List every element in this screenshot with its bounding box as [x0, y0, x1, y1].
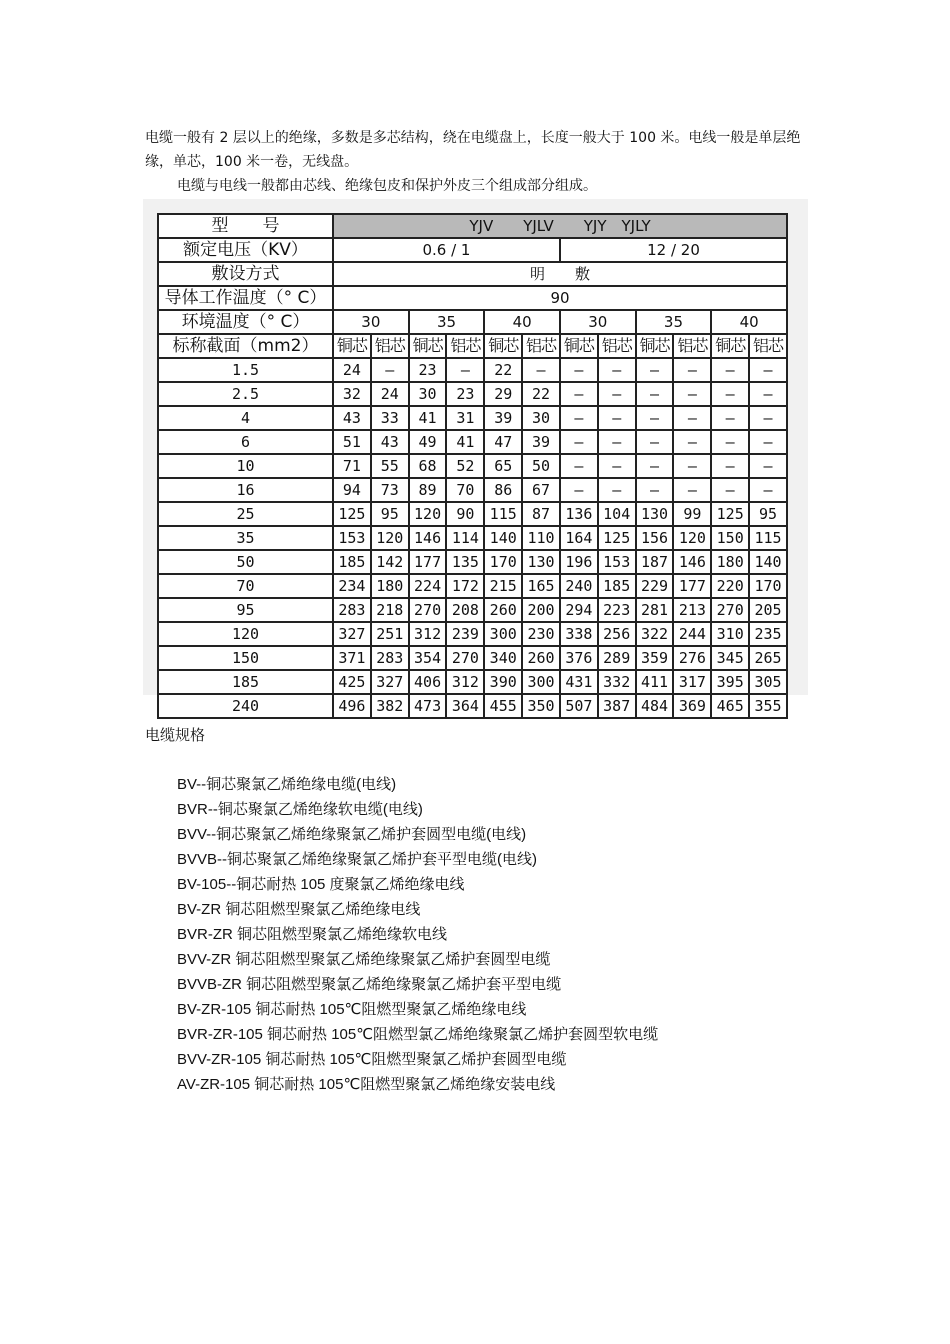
ampacity-cell: 22 — [522, 382, 560, 406]
ampacity-cell: 146 — [673, 550, 711, 574]
section-cell: 240 — [158, 694, 333, 718]
ampacity-cell: 235 — [749, 622, 787, 646]
ampacity-cell: 22 — [484, 358, 522, 382]
table-row — [158, 646, 787, 670]
section-cell: 6 — [158, 430, 333, 454]
ampacity-cell: 172 — [446, 574, 484, 598]
ampacity-cell: 260 — [522, 646, 560, 670]
section-title: 电缆规格 — [145, 726, 206, 744]
ampacity-cell: – — [749, 454, 787, 478]
ampacity-cell: 350 — [522, 694, 560, 718]
ampacity-cell: 49 — [409, 430, 447, 454]
ampacity-cell: – — [749, 358, 787, 382]
core-type-cell: 铜芯 — [409, 334, 447, 358]
ampacity-cell: – — [711, 406, 749, 430]
ampacity-cell: – — [749, 382, 787, 406]
ampacity-cell: 229 — [636, 574, 674, 598]
ampacity-cell: 208 — [446, 598, 484, 622]
ampacity-cell: 300 — [522, 670, 560, 694]
ampacity-cell: 43 — [371, 430, 409, 454]
model-row — [158, 214, 787, 238]
ampacity-cell: 120 — [409, 502, 447, 526]
ampacity-cell: 39 — [484, 406, 522, 430]
list-item: BVR-ZR 铜芯阻燃型聚氯乙烯绝缘软电线 — [177, 926, 448, 943]
ampacity-cell: – — [749, 478, 787, 502]
ampacity-cell: 31 — [446, 406, 484, 430]
ampacity-cell: 115 — [749, 526, 787, 550]
ampacity-cell: 136 — [560, 502, 598, 526]
ampacity-cell: 68 — [409, 454, 447, 478]
ampacity-cell: – — [598, 478, 636, 502]
conductor-temp-value: 90 — [333, 286, 787, 310]
ampacity-cell: 465 — [711, 694, 749, 718]
ampacity-cell: – — [673, 478, 711, 502]
ampacity-cell: 51 — [333, 430, 371, 454]
core-type-cell: 铝芯 — [749, 334, 787, 358]
ampacity-cell: 146 — [409, 526, 447, 550]
ampacity-cell: 220 — [711, 574, 749, 598]
ampacity-cell: 230 — [522, 622, 560, 646]
core-type-cell: 铜芯 — [711, 334, 749, 358]
ambient-temp-cell: 30 — [333, 310, 409, 334]
core-type-cell: 铝芯 — [673, 334, 711, 358]
ampacity-cell: 205 — [749, 598, 787, 622]
ampacity-cell: 114 — [446, 526, 484, 550]
ampacity-cell: 24 — [333, 358, 371, 382]
intro-paragraph-2: 电缆与电线一般都由芯线、绝缘包皮和保护外皮三个组成部分组成。 — [177, 178, 597, 194]
ampacity-cell: 215 — [484, 574, 522, 598]
table-row — [158, 382, 787, 406]
ampacity-cell: 43 — [333, 406, 371, 430]
ampacity-cell: 382 — [371, 694, 409, 718]
list-item: AV-ZR-105 铜芯耐热 105℃阻燃型聚氯乙烯绝缘安装电线 — [177, 1076, 556, 1093]
ampacity-cell: – — [598, 358, 636, 382]
ampacity-cell: 364 — [446, 694, 484, 718]
ampacity-cell: – — [711, 430, 749, 454]
ampacity-cell: 270 — [711, 598, 749, 622]
ampacity-cell: 390 — [484, 670, 522, 694]
ambient-temp-cell: 40 — [484, 310, 560, 334]
ampacity-cell: – — [749, 406, 787, 430]
ampacity-cell: 234 — [333, 574, 371, 598]
core-type-cell: 铝芯 — [598, 334, 636, 358]
laying-value: 明 敷 — [333, 262, 787, 286]
cable-ampacity-figure — [143, 199, 808, 715]
ampacity-cell: 99 — [673, 502, 711, 526]
ampacity-cell: – — [673, 430, 711, 454]
table-row — [158, 622, 787, 646]
table-row — [158, 454, 787, 478]
ampacity-cell: 41 — [409, 406, 447, 430]
ampacity-cell: – — [636, 358, 674, 382]
cable-ampacity-table — [157, 213, 788, 719]
ampacity-cell: 251 — [371, 622, 409, 646]
ampacity-cell: 283 — [333, 598, 371, 622]
list-item: BV-ZR-105 铜芯耐热 105℃阻燃型聚氯乙烯绝缘电线 — [177, 1001, 527, 1018]
table-row — [158, 526, 787, 550]
ampacity-cell: 200 — [522, 598, 560, 622]
ampacity-cell: – — [711, 382, 749, 406]
table-row — [158, 598, 787, 622]
ampacity-cell: 406 — [409, 670, 447, 694]
ampacity-cell: 371 — [333, 646, 371, 670]
ampacity-cell: – — [598, 430, 636, 454]
ampacity-cell: 283 — [371, 646, 409, 670]
ampacity-cell: 317 — [673, 670, 711, 694]
ampacity-cell: 224 — [409, 574, 447, 598]
list-item: BVV--铜芯聚氯乙烯绝缘聚氯乙烯护套圆型电缆(电线) — [177, 826, 527, 843]
voltage-low: 0.6 / 1 — [333, 238, 560, 262]
ampacity-cell: 142 — [371, 550, 409, 574]
ampacity-cell: 484 — [636, 694, 674, 718]
section-cell: 25 — [158, 502, 333, 526]
ampacity-cell: 281 — [636, 598, 674, 622]
ampacity-cell: 244 — [673, 622, 711, 646]
ampacity-cell: 110 — [522, 526, 560, 550]
section-cell: 150 — [158, 646, 333, 670]
ampacity-cell: 425 — [333, 670, 371, 694]
ampacity-cell: 177 — [409, 550, 447, 574]
section-cell: 120 — [158, 622, 333, 646]
core-type-cell: 铝芯 — [371, 334, 409, 358]
section-cell: 10 — [158, 454, 333, 478]
ampacity-cell: 120 — [673, 526, 711, 550]
spec-list — [177, 772, 658, 1097]
ampacity-cell: 300 — [484, 622, 522, 646]
conductor-temp-row — [158, 286, 787, 310]
ampacity-cell: 153 — [598, 550, 636, 574]
ampacity-cell: 305 — [749, 670, 787, 694]
list-item: BVV-ZR-105 铜芯耐热 105℃阻燃型聚氯乙烯护套圆型电缆 — [177, 1051, 567, 1068]
list-item: BVR-ZR-105 铜芯耐热 105℃阻燃型氯乙烯绝缘聚氯乙烯护套圆型软电缆 — [177, 1026, 659, 1043]
ampacity-cell: 30 — [522, 406, 560, 430]
core-type-cell: 铜芯 — [333, 334, 371, 358]
ampacity-cell: 140 — [749, 550, 787, 574]
ampacity-cell: 47 — [484, 430, 522, 454]
ampacity-cell: 33 — [371, 406, 409, 430]
ampacity-cell: 125 — [333, 502, 371, 526]
ampacity-cell: 455 — [484, 694, 522, 718]
ampacity-cell: – — [636, 454, 674, 478]
table-row — [158, 478, 787, 502]
ampacity-cell: 180 — [711, 550, 749, 574]
ampacity-cell: 223 — [598, 598, 636, 622]
ampacity-cell: 153 — [333, 526, 371, 550]
ampacity-cell: 345 — [711, 646, 749, 670]
ampacity-cell: – — [371, 358, 409, 382]
list-item: BV-ZR 铜芯阻燃型聚氯乙烯绝缘电线 — [177, 901, 421, 918]
ampacity-cell: 312 — [409, 622, 447, 646]
ampacity-cell: 39 — [522, 430, 560, 454]
ambient-temp-row — [158, 310, 787, 334]
ampacity-cell: 156 — [636, 526, 674, 550]
ampacity-cell: 177 — [673, 574, 711, 598]
section-cell: 185 — [158, 670, 333, 694]
voltage-row — [158, 238, 787, 262]
ampacity-cell: 50 — [522, 454, 560, 478]
ampacity-cell: 387 — [598, 694, 636, 718]
ampacity-cell: 130 — [522, 550, 560, 574]
model-label: 型 号 — [158, 214, 333, 238]
ampacity-cell: 140 — [484, 526, 522, 550]
ampacity-cell: 294 — [560, 598, 598, 622]
ampacity-cell: 270 — [409, 598, 447, 622]
core-type-cell: 铝芯 — [446, 334, 484, 358]
table-row — [158, 694, 787, 718]
ampacity-cell: 32 — [333, 382, 371, 406]
ampacity-cell: 180 — [371, 574, 409, 598]
table-row — [158, 670, 787, 694]
section-cell: 50 — [158, 550, 333, 574]
voltage-high: 12 / 20 — [560, 238, 787, 262]
ampacity-cell: 89 — [409, 478, 447, 502]
ampacity-cell: 104 — [598, 502, 636, 526]
ampacity-cell: 289 — [598, 646, 636, 670]
ampacity-cell: 170 — [749, 574, 787, 598]
ampacity-cell: 376 — [560, 646, 598, 670]
ampacity-cell: 164 — [560, 526, 598, 550]
list-item: BVR--铜芯聚氯乙烯绝缘软电缆(电线) — [177, 801, 423, 818]
ampacity-cell: 270 — [446, 646, 484, 670]
ampacity-cell: 359 — [636, 646, 674, 670]
ampacity-cell: 354 — [409, 646, 447, 670]
ampacity-cell: 170 — [484, 550, 522, 574]
ampacity-cell: 87 — [522, 502, 560, 526]
ampacity-cell: 150 — [711, 526, 749, 550]
laying-row — [158, 262, 787, 286]
ampacity-cell: 73 — [371, 478, 409, 502]
ampacity-cell: 130 — [636, 502, 674, 526]
ampacity-cell: 86 — [484, 478, 522, 502]
ampacity-cell: – — [673, 454, 711, 478]
ampacity-cell: 90 — [446, 502, 484, 526]
section-cell: 4 — [158, 406, 333, 430]
ampacity-cell: 369 — [673, 694, 711, 718]
ampacity-cell: 276 — [673, 646, 711, 670]
ampacity-cell: – — [522, 358, 560, 382]
ampacity-cell: – — [711, 454, 749, 478]
ampacity-cell: 239 — [446, 622, 484, 646]
ampacity-cell: – — [711, 358, 749, 382]
ampacity-cell: – — [598, 406, 636, 430]
ampacity-cell: 332 — [598, 670, 636, 694]
ampacity-cell: 71 — [333, 454, 371, 478]
voltage-label: 额定电压（KV） — [158, 238, 333, 262]
section-cell: 16 — [158, 478, 333, 502]
laying-label: 敷设方式 — [158, 262, 333, 286]
ampacity-cell: – — [673, 382, 711, 406]
ampacity-cell: 218 — [371, 598, 409, 622]
ampacity-cell: – — [560, 382, 598, 406]
ampacity-cell: 327 — [371, 670, 409, 694]
ampacity-cell: 95 — [749, 502, 787, 526]
core-type-cell: 铜芯 — [484, 334, 522, 358]
ampacity-cell: 310 — [711, 622, 749, 646]
section-label: 标称截面（mm2） — [158, 334, 333, 358]
table-row — [158, 430, 787, 454]
ampacity-cell: 496 — [333, 694, 371, 718]
ampacity-cell: 312 — [446, 670, 484, 694]
ampacity-cell: 24 — [371, 382, 409, 406]
section-cell: 2.5 — [158, 382, 333, 406]
ampacity-cell: – — [636, 430, 674, 454]
table-row — [158, 406, 787, 430]
list-item: BVVB--铜芯聚氯乙烯绝缘聚氯乙烯护套平型电缆(电线) — [177, 851, 538, 868]
ampacity-cell: – — [636, 382, 674, 406]
ampacity-cell: 185 — [598, 574, 636, 598]
ampacity-cell: – — [560, 358, 598, 382]
ampacity-cell: 196 — [560, 550, 598, 574]
ampacity-cell: – — [673, 358, 711, 382]
section-cell: 70 — [158, 574, 333, 598]
ampacity-cell: 187 — [636, 550, 674, 574]
intro-paragraph-1: 电缆一般有 2 层以上的绝缘，多数是多芯结构，绕在电缆盘上，长度一般大于 100 米。电线一般是单层绝缘，单芯，100 米一卷，无线盘。 — [145, 130, 801, 170]
list-item: BV-105--铜芯耐热 105 度聚氯乙烯绝缘电线 — [177, 876, 465, 893]
ampacity-cell: 395 — [711, 670, 749, 694]
ampacity-cell: 41 — [446, 430, 484, 454]
list-item: BV--铜芯聚氯乙烯绝缘电缆(电线) — [177, 776, 397, 793]
ambient-temp-label: 环境温度（° C） — [158, 310, 333, 334]
list-item: BVV-ZR 铜芯阻燃型聚氯乙烯绝缘聚氯乙烯护套圆型电缆 — [177, 951, 551, 968]
ampacity-cell: 70 — [446, 478, 484, 502]
ampacity-cell: 65 — [484, 454, 522, 478]
table-row — [158, 574, 787, 598]
ampacity-cell: – — [673, 406, 711, 430]
ampacity-cell: 265 — [749, 646, 787, 670]
ampacity-cell: 507 — [560, 694, 598, 718]
ampacity-cell: 94 — [333, 478, 371, 502]
ambient-temp-cell: 35 — [636, 310, 712, 334]
ampacity-cell: 240 — [560, 574, 598, 598]
ampacity-cell: 115 — [484, 502, 522, 526]
core-type-cell: 铜芯 — [560, 334, 598, 358]
section-cell: 1.5 — [158, 358, 333, 382]
table-row — [158, 502, 787, 526]
model-value: YJV YJLV YJY YJLY — [333, 214, 787, 238]
ampacity-cell: 135 — [446, 550, 484, 574]
ampacity-cell: 411 — [636, 670, 674, 694]
ampacity-cell: – — [749, 430, 787, 454]
ampacity-cell: 120 — [371, 526, 409, 550]
ampacity-cell: 327 — [333, 622, 371, 646]
ampacity-cell: 95 — [371, 502, 409, 526]
ampacity-cell: 256 — [598, 622, 636, 646]
ampacity-cell: 340 — [484, 646, 522, 670]
list-item: BVVB-ZR 铜芯阻燃型聚氯乙烯绝缘聚氯乙烯护套平型电缆 — [177, 976, 562, 993]
ampacity-cell: 52 — [446, 454, 484, 478]
ampacity-cell: 165 — [522, 574, 560, 598]
ampacity-cell: 338 — [560, 622, 598, 646]
core-type-row — [158, 334, 787, 358]
ampacity-cell: – — [560, 406, 598, 430]
ampacity-cell: – — [636, 406, 674, 430]
ampacity-cell: 355 — [749, 694, 787, 718]
core-type-cell: 铝芯 — [522, 334, 560, 358]
ampacity-cell: 55 — [371, 454, 409, 478]
ampacity-cell: 213 — [673, 598, 711, 622]
section-cell: 35 — [158, 526, 333, 550]
ambient-temp-cell: 35 — [409, 310, 485, 334]
ampacity-cell: – — [711, 478, 749, 502]
ampacity-cell: 431 — [560, 670, 598, 694]
ampacity-cell: – — [560, 478, 598, 502]
ampacity-cell: – — [560, 430, 598, 454]
table-row — [158, 550, 787, 574]
ampacity-cell: – — [598, 454, 636, 478]
ampacity-cell: 260 — [484, 598, 522, 622]
ampacity-cell: – — [560, 454, 598, 478]
ambient-temp-cell: 30 — [560, 310, 636, 334]
core-type-cell: 铜芯 — [636, 334, 674, 358]
ampacity-cell: 125 — [711, 502, 749, 526]
conductor-temp-label: 导体工作温度（° C） — [158, 286, 333, 310]
ampacity-cell: – — [636, 478, 674, 502]
section-cell: 95 — [158, 598, 333, 622]
ampacity-cell: – — [446, 358, 484, 382]
ampacity-cell: 125 — [598, 526, 636, 550]
ampacity-cell: – — [598, 382, 636, 406]
ampacity-cell: 322 — [636, 622, 674, 646]
table-row — [158, 358, 787, 382]
ambient-temp-cell: 40 — [711, 310, 787, 334]
ampacity-cell: 185 — [333, 550, 371, 574]
ampacity-cell: 23 — [409, 358, 447, 382]
ampacity-cell: 67 — [522, 478, 560, 502]
ampacity-cell: 30 — [409, 382, 447, 406]
ampacity-cell: 23 — [446, 382, 484, 406]
ampacity-cell: 473 — [409, 694, 447, 718]
ampacity-cell: 29 — [484, 382, 522, 406]
